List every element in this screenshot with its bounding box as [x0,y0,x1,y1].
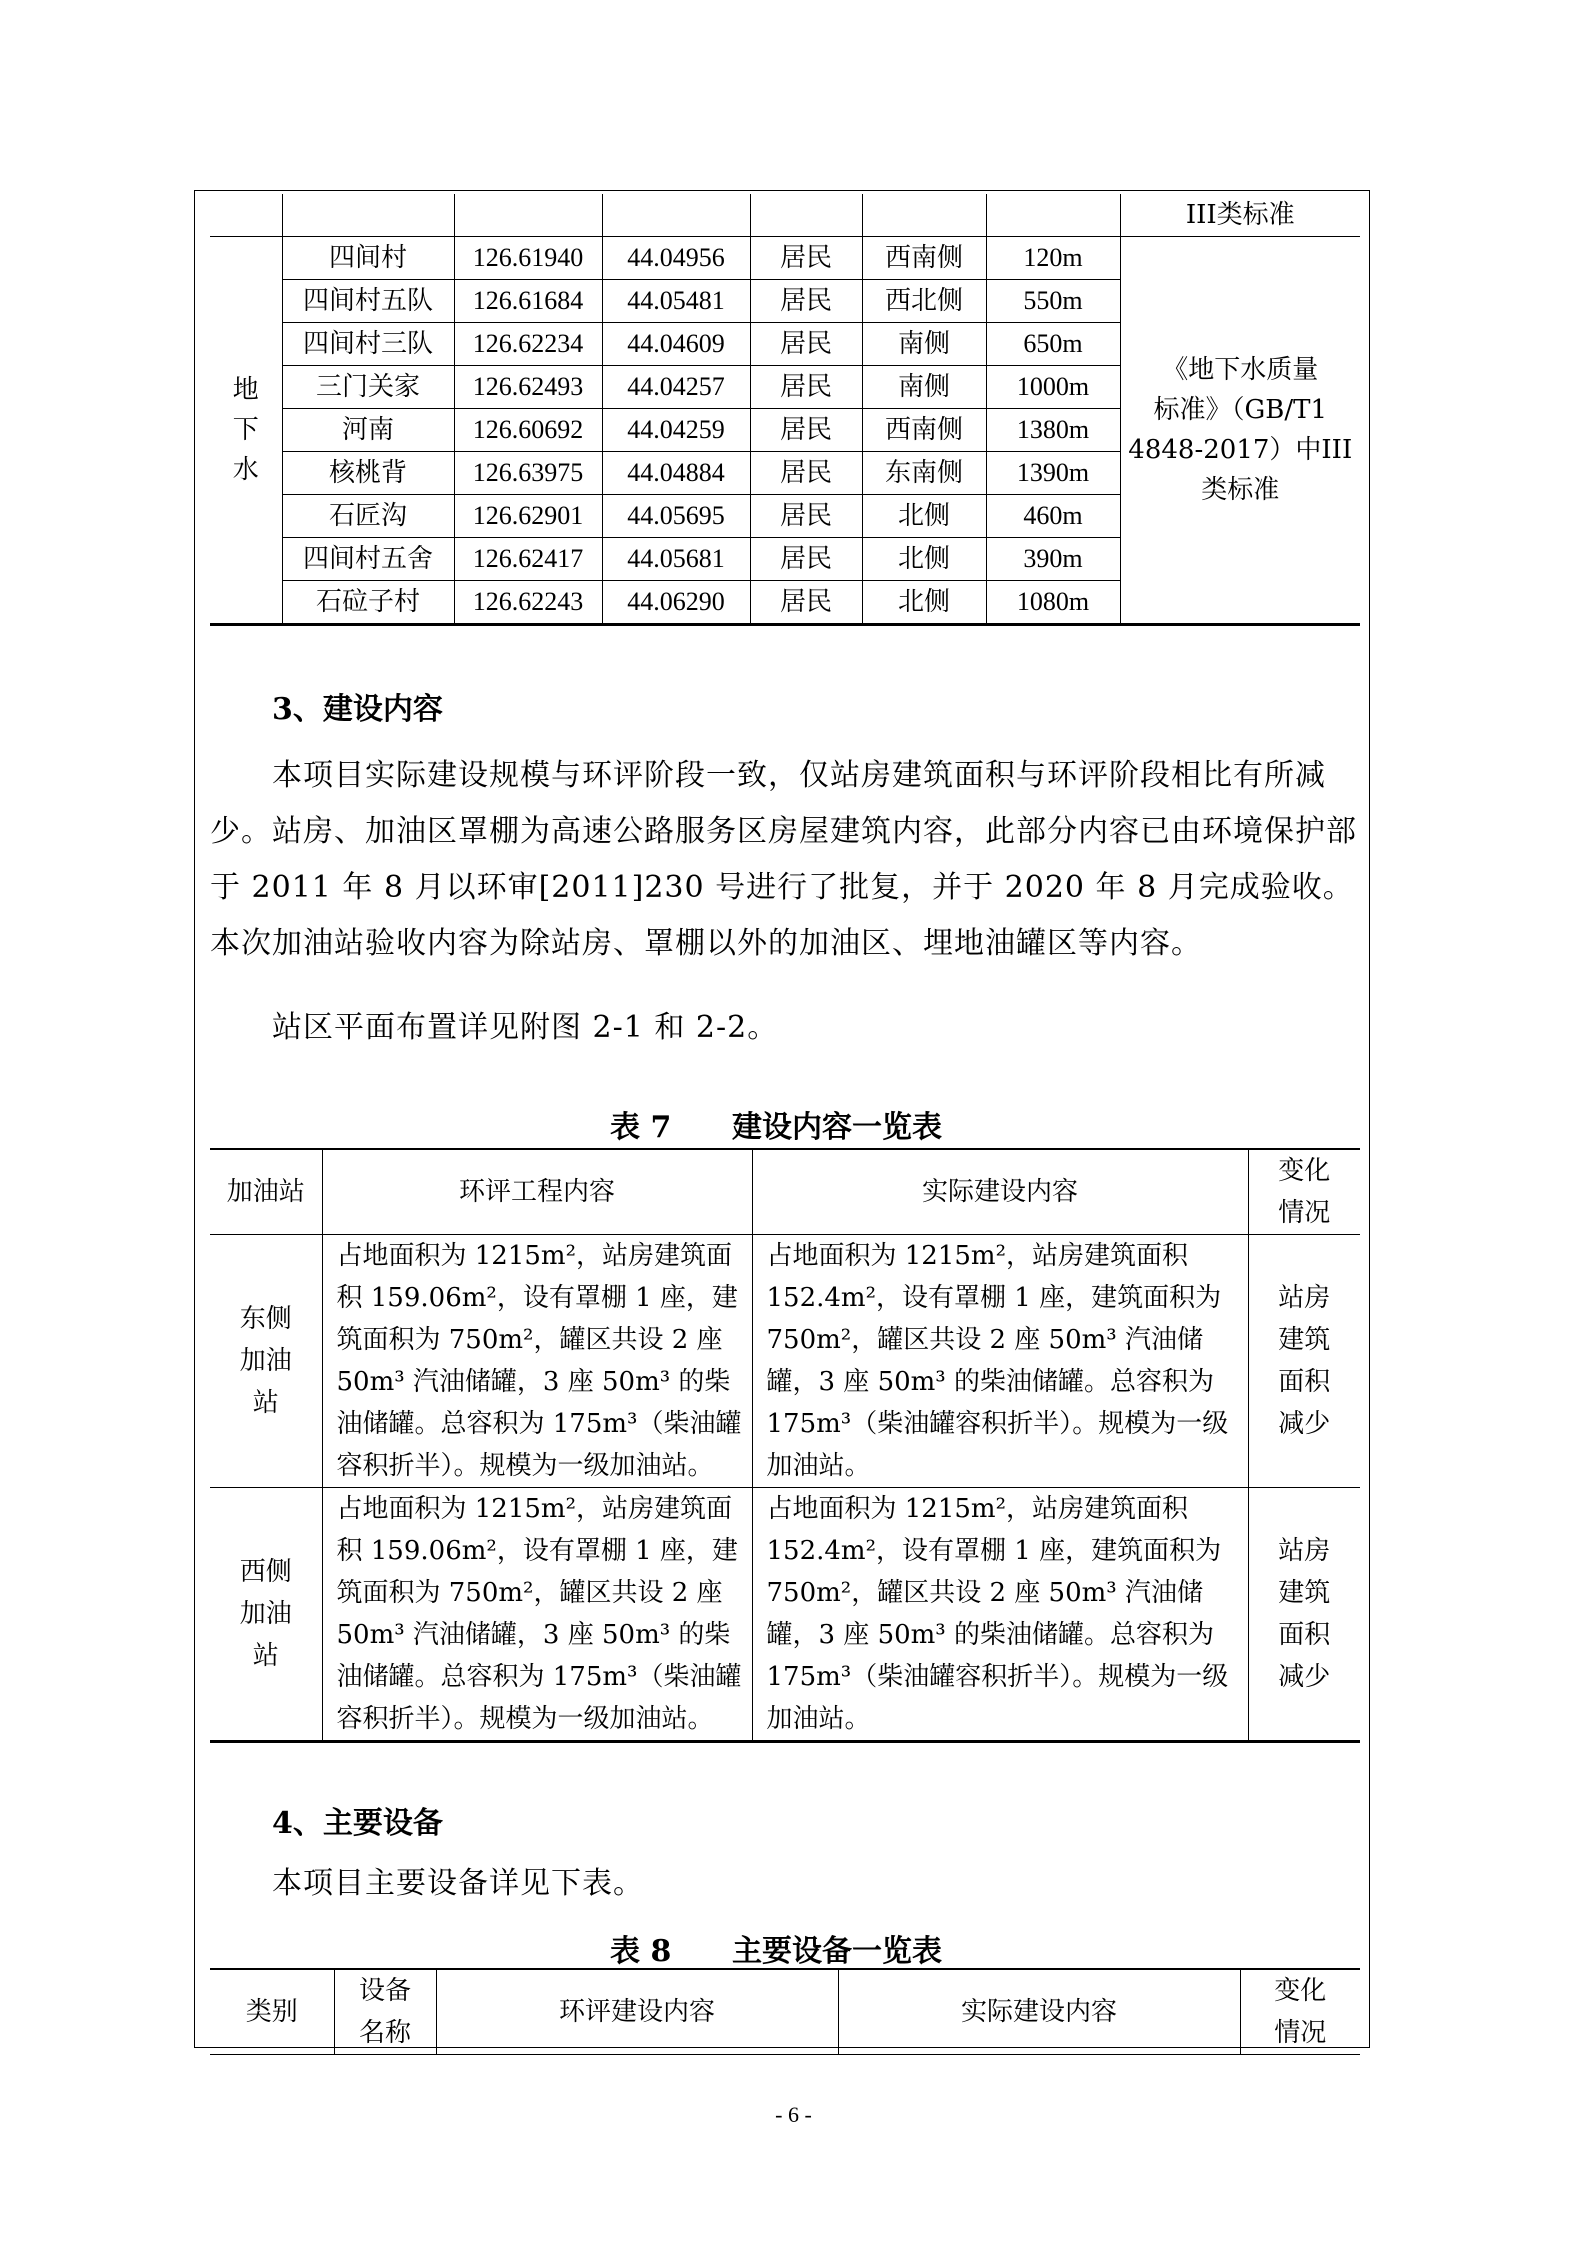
category-cell: 地 下 水 [210,237,282,625]
section-4-paragraph: 本项目主要设备详见下表。 [272,1866,644,1901]
table-row: 核桃背 126.63975 44.04884 居民 东南侧 1390m [210,452,1360,495]
table-row: 东侧加油站 占地面积为 1215m²，站房建筑面积 159.06m²，设有罩棚 1 座，建筑面积为 750m²，罐区共设 2 座 50m³ 汽油储罐，3 座 50m³ 的柴油储罐。总容积为 175m³（柴油罐容积折半）。规模为一级加油站。 占地面积为 1215m²，站房建筑面积 152.4m²，设有罩棚 1 座，建筑面积为 750m²，罐区共设 2 座 50m³ 汽油储罐，3 座 50m³ 的柴油储罐。总容积为 175m³（柴油罐容积折半）。规模为一级加油站。 站房建筑面积减少 [210,1235,1360,1488]
groundwater-table [210,194,1360,626]
section-3-layout-note: 站区平面布置详见附图 2-1 和 2-2。 [272,1010,779,1045]
standard-note-cell: 《地下水质量 标准》（GB/T1 4848-2017）中III 类标准 [1120,237,1360,625]
page-number: - 6 - [775,2102,812,2127]
table-header-row: 类别 设备名称 环评建设内容 实际建设内容 变化情况 [210,1969,1360,2055]
table-row: 四间村三队 126.62234 44.04609 居民 南侧 650m [210,323,1360,366]
table-row: 石匠沟 126.62901 44.05695 居民 北侧 460m [210,495,1360,538]
table-row: 石砬子村 126.62243 44.06290 居民 北侧 1080m [210,581,1360,625]
table-header-row: 加油站 环评工程内容 实际建设内容 变化情况 [210,1149,1360,1235]
section-3-paragraph: 本项目实际建设规模与环评阶段一致，仅站房建筑面积与环评阶段相比有所减少。站房、加油区罩棚为高速公路服务区房屋建筑内容，此部分内容已由环境保护部于 2011 年 8 月以环审[2011]230 号进行了批复，并于 2020 年 8 月完成验收。本次加油站验收内容为除站房、罩棚以外的加油区、埋地油罐区等内容。 [210,758,1357,961]
table-7-caption-number: 表 7 [610,1110,672,1145]
table-row: 四间村五队 126.61684 44.05481 居民 西北侧 550m [210,280,1360,323]
table-8-caption-title: 主要设备一览表 [732,1934,942,1969]
table-8-caption-number: 表 8 [610,1934,672,1969]
table-row: 河南 126.60692 44.04259 居民 西南侧 1380m [210,409,1360,452]
section-3-heading: 3、建设内容 [272,692,443,727]
table-row: 西侧加油站 占地面积为 1215m²，站房建筑面积 159.06m²，设有罩棚 1 座，建筑面积为 750m²，罐区共设 2 座 50m³ 汽油储罐，3 座 50m³ 的柴油储罐。总容积为 175m³（柴油罐容积折半）。规模为一级加油站。 占地面积为 1215m²，站房建筑面积 152.4m²，设有罩棚 1 座，建筑面积为 750m²，罐区共设 2 座 50m³ 汽油储罐，3 座 50m³ 的柴油储罐。总容积为 175m³（柴油罐容积折半）。规模为一级加油站。 站房建筑面积减少 [210,1488,1360,1742]
table-row: 地 下 水 四间村 126.61940 44.04956 居民 西南侧 120m 《地下水质量 标准》（GB/T1 4848-2017）中III 类标准 [210,237,1360,280]
main-equipment-table [210,1968,1360,2055]
section-4-heading: 4、主要设备 [272,1806,443,1841]
table-row: 三门关家 126.62493 44.04257 居民 南侧 1000m [210,366,1360,409]
construction-content-table [210,1148,1360,1743]
standard-cell: III类标准 [1120,194,1360,237]
table-row: 四间村五舍 126.62417 44.05681 居民 北侧 390m [210,538,1360,581]
table-7-caption-title: 建设内容一览表 [732,1110,942,1145]
table-row [210,194,1360,237]
